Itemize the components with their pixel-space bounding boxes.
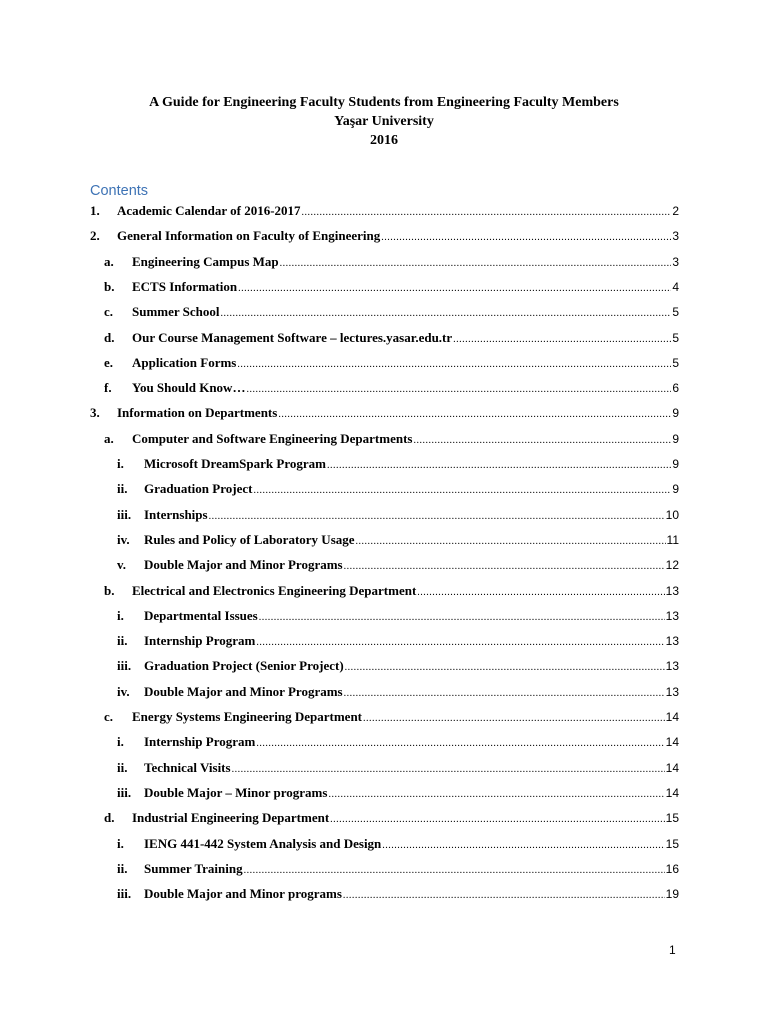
toc-entry[interactable] [90, 226, 679, 246]
toc-entry-page[interactable]: 9 [672, 432, 679, 446]
toc-entry-number: iv. [117, 532, 130, 547]
toc-entry[interactable] [104, 252, 679, 272]
toc-entry-page[interactable]: 11 [666, 533, 679, 547]
toc-entry[interactable] [117, 682, 679, 702]
toc-entry-page[interactable]: 15 [665, 811, 679, 825]
toc-entry[interactable] [117, 656, 679, 676]
toc-entry-title[interactable]: Engineering Campus Map [132, 254, 279, 269]
toc-entry-page[interactable]: 13 [665, 634, 679, 648]
toc-dot-leader [278, 405, 671, 425]
toc-dot-leader [328, 785, 664, 805]
toc-dot-leader [413, 431, 671, 451]
toc-entry-number: d. [104, 330, 115, 345]
toc-entry-title[interactable]: Internships [144, 507, 208, 522]
toc-entry-page[interactable]: 12 [665, 558, 679, 572]
toc-dot-leader [453, 330, 671, 350]
toc-entry-page[interactable]: 9 [672, 406, 679, 420]
toc-entry[interactable] [117, 555, 679, 575]
toc-dot-leader [344, 684, 665, 704]
toc-entry[interactable] [117, 606, 679, 626]
toc-entry-number: iii. [117, 785, 132, 800]
toc-entry-number: ii. [117, 760, 128, 775]
toc-entry-title[interactable]: Graduation Project [144, 481, 253, 496]
toc-entry-number: iii. [117, 886, 132, 901]
toc-entry[interactable] [117, 758, 679, 778]
toc-dot-leader [280, 254, 672, 274]
toc-entry[interactable] [104, 581, 679, 601]
toc-entry-page[interactable]: 14 [665, 786, 679, 800]
toc-dot-leader [330, 810, 664, 830]
toc-entry[interactable] [104, 808, 679, 828]
toc-entry-title[interactable]: Application Forms [132, 355, 237, 370]
toc-entry-title[interactable]: Internship Program [144, 734, 256, 749]
toc-entry-page[interactable]: 10 [665, 508, 679, 522]
toc-entry-title[interactable]: ECTS Information [132, 279, 238, 294]
toc-entry-number: ii. [117, 861, 128, 876]
toc-dot-leader [209, 507, 665, 527]
toc-entry-number: a. [104, 254, 114, 269]
toc-entry-page[interactable]: 9 [672, 457, 679, 471]
toc-entry-page[interactable]: 13 [665, 584, 679, 598]
toc-entry-number: a. [104, 431, 114, 446]
document-title-block [0, 93, 768, 150]
toc-entry-number: d. [104, 810, 115, 825]
toc-entry-title[interactable]: Academic Calendar of 2016-2017 [117, 203, 301, 218]
toc-entry-title[interactable]: Microsoft DreamSpark Program [144, 456, 326, 471]
toc-entry-page[interactable]: 13 [665, 659, 679, 673]
toc-entry-page[interactable]: 3 [672, 255, 679, 269]
toc-entry[interactable] [117, 454, 679, 474]
toc-entry-title[interactable]: Summer Training [144, 861, 243, 876]
toc-entry-page[interactable]: 19 [665, 887, 679, 901]
toc-entry-page[interactable]: 14 [665, 761, 679, 775]
toc-entry[interactable] [90, 201, 679, 221]
toc-entry-number: 2. [90, 228, 100, 243]
toc-entry-title[interactable]: Graduation Project (Senior Project) [144, 658, 344, 673]
toc-entry[interactable] [90, 403, 679, 423]
toc-entry-title[interactable]: Electrical and Electronics Engineering Department [132, 583, 417, 598]
toc-entry-title[interactable]: Computer and Software Engineering Departments [132, 431, 413, 446]
toc-entry[interactable] [104, 707, 679, 727]
toc-dot-leader [356, 532, 666, 552]
toc-entry-number: i. [117, 734, 124, 749]
toc-dot-leader [381, 228, 671, 248]
toc-dot-leader [253, 481, 671, 501]
toc-dot-leader [256, 633, 664, 653]
toc-entry[interactable] [117, 834, 679, 854]
toc-entry-number: i. [117, 836, 124, 851]
toc-entry-number: b. [104, 583, 115, 598]
toc-entry-page[interactable]: 14 [665, 710, 679, 724]
toc-entry-page[interactable]: 5 [672, 305, 679, 319]
toc-dot-leader [344, 557, 665, 577]
toc-entry-title[interactable]: Technical Visits [144, 760, 231, 775]
toc-entry-title[interactable]: You Should Know… [132, 380, 246, 395]
toc-entry-title[interactable]: Double Major – Minor programs [144, 785, 328, 800]
toc-entry-page[interactable]: 3 [672, 229, 679, 243]
toc-dot-leader [345, 658, 665, 678]
toc-entry[interactable] [104, 429, 679, 449]
toc-entry-title[interactable]: Internship Program [144, 633, 256, 648]
toc-entry-page[interactable]: 4 [672, 280, 679, 294]
toc-entry-number: f. [104, 380, 112, 395]
toc-entry-number: iv. [117, 684, 130, 699]
toc-entry[interactable] [117, 505, 679, 525]
toc-dot-leader [244, 861, 665, 881]
toc-entry-number: ii. [117, 633, 128, 648]
toc-dot-leader [363, 709, 665, 729]
toc-entry-number: i. [117, 456, 124, 471]
toc-dot-leader [246, 380, 671, 400]
toc-entry-title[interactable]: Double Major and Minor Programs [144, 557, 343, 572]
toc-entry-page[interactable]: 13 [665, 685, 679, 699]
toc-entry-page[interactable]: 2 [672, 204, 679, 218]
toc-entry-page[interactable]: 5 [672, 356, 679, 370]
toc-entry[interactable] [117, 783, 679, 803]
toc-entry-title[interactable]: General Information on Faculty of Engineering [117, 228, 381, 243]
toc-entry-page[interactable]: 16 [665, 862, 679, 876]
toc-entry-page[interactable]: 9 [672, 482, 679, 496]
toc-dot-leader [382, 836, 664, 856]
toc-entry[interactable] [117, 479, 679, 499]
toc-entry-title[interactable]: Rules and Policy of Laboratory Usage [144, 532, 355, 547]
toc-dot-leader [221, 304, 672, 324]
toc-entry[interactable] [104, 277, 679, 297]
toc-entry-number: c. [104, 304, 114, 319]
toc-entry-page[interactable]: 6 [672, 381, 679, 395]
toc-entry[interactable] [117, 530, 679, 550]
toc-entry[interactable] [117, 884, 679, 904]
university-name: Yaşar University [334, 114, 434, 129]
toc-entry-title[interactable]: Departmental Issues [144, 608, 258, 623]
toc-entry-number: iii. [117, 507, 132, 522]
toc-dot-leader [232, 760, 665, 780]
toc-entry[interactable] [104, 378, 679, 398]
toc-entry-page[interactable]: 5 [672, 331, 679, 345]
toc-entry-page[interactable]: 14 [665, 735, 679, 749]
toc-entry[interactable] [117, 631, 679, 651]
toc-dot-leader [327, 456, 671, 476]
toc-entry-title[interactable]: Industrial Engineering Department [132, 810, 330, 825]
toc-dot-leader [256, 734, 664, 754]
document-title: A Guide for Engineering Faculty Students from Engineering Faculty Members [149, 95, 619, 110]
toc-entry-title[interactable]: Summer School [132, 304, 220, 319]
toc-entry-number: c. [104, 709, 114, 724]
toc-dot-leader [237, 355, 671, 375]
toc-entry-title[interactable]: Double Major and Minor programs [144, 886, 342, 901]
toc-entry[interactable] [117, 859, 679, 879]
toc-entry-number: iii. [117, 658, 132, 673]
toc-entry-page[interactable]: 13 [665, 609, 679, 623]
contents-heading: Contents [90, 183, 149, 199]
toc-dot-leader [238, 279, 671, 299]
toc-dot-leader [417, 583, 664, 603]
toc-entry-number: v. [117, 557, 127, 572]
toc-dot-leader [259, 608, 665, 628]
toc-entry[interactable] [104, 302, 679, 322]
page-number: 1 [669, 943, 676, 957]
toc-entry-number: ii. [117, 481, 128, 496]
toc-entry[interactable] [104, 353, 679, 373]
toc-dot-leader [302, 203, 672, 223]
toc-entry-number: 1. [90, 203, 100, 218]
toc-entry-title[interactable]: Information on Departments [117, 405, 278, 420]
toc-entry[interactable] [104, 328, 679, 348]
toc-entry-title[interactable]: Double Major and Minor Programs [144, 684, 343, 699]
toc-entry-number: e. [104, 355, 114, 370]
toc-entry-number: 3. [90, 405, 100, 420]
document-year: 2016 [370, 133, 398, 148]
toc-entry-page[interactable]: 15 [665, 837, 679, 851]
toc-entry-title[interactable]: Our Course Management Software – lectures.yasar.edu.tr [132, 330, 453, 345]
toc-entry[interactable] [117, 732, 679, 752]
toc-entry-title[interactable]: Energy Systems Engineering Department [132, 709, 363, 724]
toc-entry-title[interactable]: IENG 441-442 System Analysis and Design [144, 836, 382, 851]
toc-entry-number: b. [104, 279, 115, 294]
toc-entry-number: i. [117, 608, 124, 623]
toc-dot-leader [343, 886, 665, 906]
